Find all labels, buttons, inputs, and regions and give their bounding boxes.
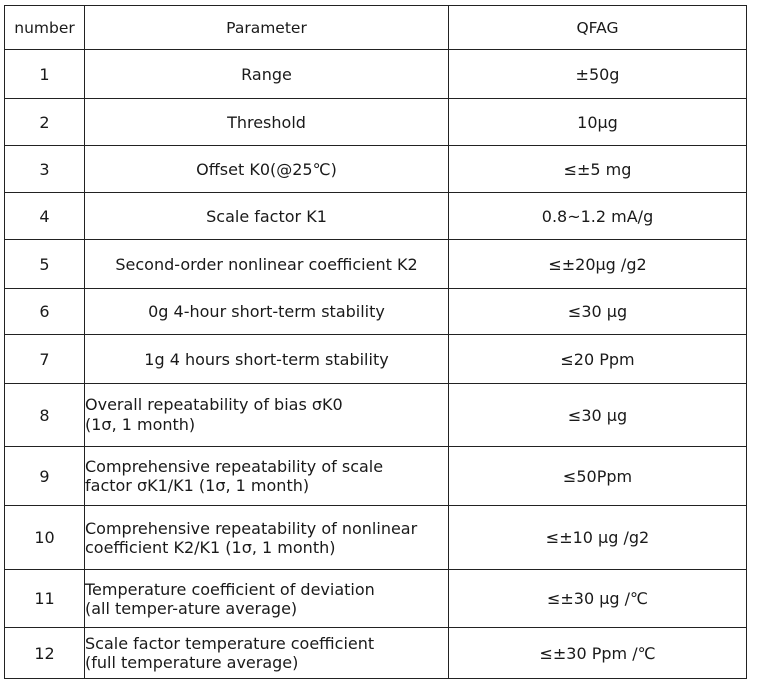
- row-value: ≤50Ppm: [449, 447, 747, 506]
- header-number: number: [5, 6, 85, 50]
- row-number: 1: [5, 50, 85, 99]
- row-value: ≤±10 μg /g2: [449, 506, 747, 570]
- row-value: 10μg: [449, 99, 747, 146]
- row-number: 11: [5, 570, 85, 628]
- row-number: 10: [5, 506, 85, 570]
- row-number: 3: [5, 146, 85, 193]
- row-parameter: [85, 628, 449, 679]
- row-parameter: [85, 506, 449, 570]
- row-value: ≤20 Ppm: [449, 335, 747, 384]
- row-number: 6: [5, 289, 85, 335]
- header-qfag: QFAG: [449, 6, 747, 50]
- row-parameter: Second-order nonlinear coefficient K2: [85, 240, 449, 289]
- table-row: [5, 240, 747, 289]
- row-value: ±50g: [449, 50, 747, 99]
- row-parameter-line2: (1σ, 1 month): [85, 415, 196, 434]
- header-parameter: Parameter: [85, 6, 449, 50]
- row-parameter: [85, 447, 449, 506]
- table-row: [5, 146, 747, 193]
- table-row: [5, 335, 747, 384]
- row-parameter: Offset K0(@25℃): [85, 146, 449, 193]
- row-parameter-line1: Comprehensive repeatability of scale: [85, 457, 384, 476]
- row-parameter-line1: Overall repeatability of bias σK0: [85, 395, 343, 414]
- row-value: ≤30 μg: [449, 384, 747, 447]
- row-number: 7: [5, 335, 85, 384]
- row-value: ≤±30 μg /℃: [449, 570, 747, 628]
- table-row: [5, 628, 747, 679]
- row-number: 4: [5, 193, 85, 240]
- table-row: [5, 50, 747, 99]
- table-row: [5, 384, 747, 447]
- row-number: 12: [5, 628, 85, 679]
- row-value: ≤±30 Ppm /℃: [449, 628, 747, 679]
- row-number: 9: [5, 447, 85, 506]
- row-parameter: [85, 570, 449, 628]
- row-parameter-line2: factor σK1/K1 (1σ, 1 month): [85, 476, 310, 495]
- table-row: [5, 193, 747, 240]
- row-parameter: Scale factor K1: [85, 193, 449, 240]
- row-number: 2: [5, 99, 85, 146]
- row-value: ≤30 μg: [449, 289, 747, 335]
- header-row: [5, 6, 747, 50]
- row-value: ≤±20μg /g2: [449, 240, 747, 289]
- row-parameter-line1: Comprehensive repeatability of nonlinear: [85, 518, 418, 538]
- row-parameter: [85, 384, 449, 447]
- table-row: [5, 447, 747, 506]
- row-parameter: 0g 4-hour short-term stability: [85, 289, 449, 335]
- row-parameter: Threshold: [85, 99, 449, 146]
- row-parameter-line1: Temperature coefficient of deviation: [85, 579, 375, 599]
- row-number: 5: [5, 240, 85, 289]
- row-number: 8: [5, 384, 85, 447]
- spec-table: [4, 5, 747, 679]
- row-parameter: 1g 4 hours short-term stability: [85, 335, 449, 384]
- row-parameter-line2: coefficient K2/K1 (1σ, 1 month): [85, 537, 336, 557]
- row-parameter-line1: Scale factor temperature coefficient: [85, 634, 375, 653]
- row-value: ≤±5 mg: [449, 146, 747, 193]
- table-row: [5, 99, 747, 146]
- table-row: [5, 289, 747, 335]
- row-parameter: Range: [85, 50, 449, 99]
- table-row: [5, 570, 747, 628]
- row-parameter-line2: (all temper-ature average): [85, 598, 298, 618]
- row-parameter-line2: (full temperature average): [85, 653, 299, 672]
- table-row: [5, 506, 747, 570]
- row-value: 0.8~1.2 mA/g: [449, 193, 747, 240]
